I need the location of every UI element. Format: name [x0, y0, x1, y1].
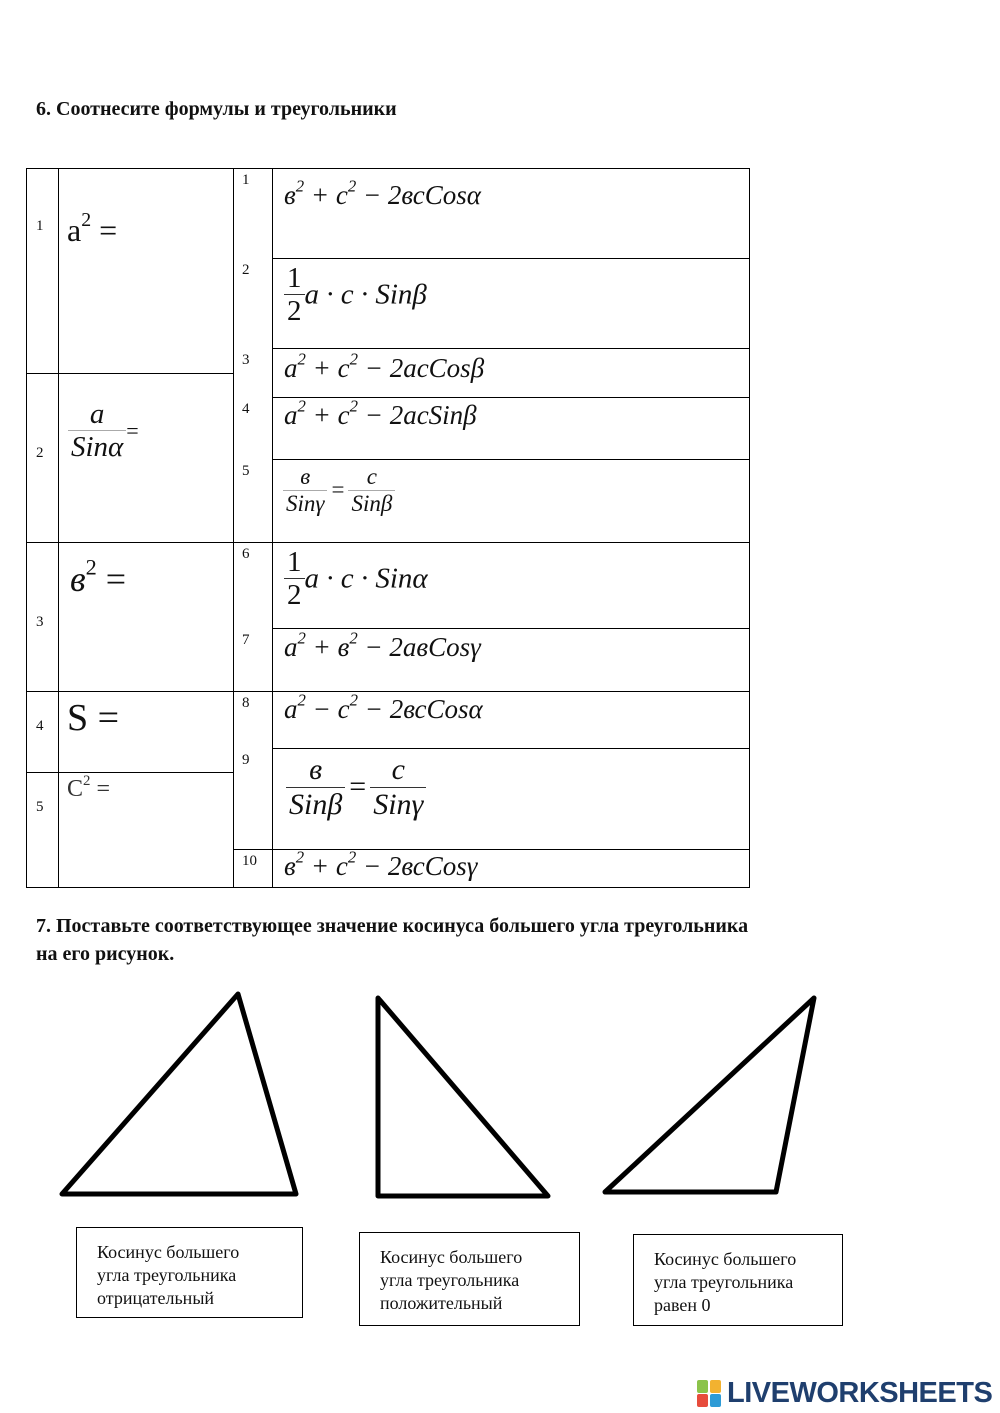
- acute-triangle[interactable]: [378, 998, 548, 1196]
- formula-number: 10: [242, 853, 257, 869]
- lhs-c-squared: $C^2$ =: [67, 772, 110, 802]
- task7-heading: 7. Поставьте соответствующее значение косинуса большего угла треугольника на его рисунок.: [36, 915, 749, 965]
- formula-10[interactable]: $в^2 + c^2$ − 2всCosγ: [284, 847, 478, 881]
- right-triangle[interactable]: [605, 998, 814, 1192]
- row-number: 4: [36, 718, 44, 734]
- formula-number: 9: [242, 752, 250, 768]
- formula-number: 7: [242, 632, 250, 648]
- formula-8[interactable]: $a^2 - c^2$ − 2всCosα: [284, 690, 483, 724]
- lhs-a-over-sin-alpha: $\frac{a}{\text{Sinα}}$ =: [68, 398, 139, 464]
- formula-number: 2: [242, 262, 250, 278]
- logo-tile: [710, 1380, 721, 1393]
- formula-2[interactable]: $\frac{1}{2}$ a · c · Sinβ: [284, 262, 427, 328]
- lhs-area: S =: [67, 697, 120, 739]
- row-number: 3: [36, 614, 44, 630]
- formula-number: 8: [242, 695, 250, 711]
- lhs-a-squared: $a^2$ =: [67, 209, 118, 248]
- formula-number: 6: [242, 546, 250, 562]
- logo-tile: [710, 1394, 721, 1407]
- formula-7[interactable]: $a^2 + в^2$ − 2aвCosγ: [284, 628, 481, 662]
- formula-4[interactable]: $a^2 + c^2$ − 2acSinβ: [284, 396, 477, 430]
- task6-heading: 6. Соотнесите формулы и треугольники: [36, 98, 397, 120]
- obtuse-triangle[interactable]: [62, 994, 296, 1194]
- lhs-b-squared: $в^2$ =: [70, 554, 127, 599]
- answer-box-zero[interactable]: Косинус большего угла треугольника равен 0: [633, 1234, 843, 1326]
- formula-5[interactable]: $\frac{в}{\text{Sinγ}}$ = $\frac{c}{\text{Sinβ}}$: [283, 464, 395, 517]
- formula-9[interactable]: $\frac{в}{\text{Sinβ}}$ = $\frac{c}{\text{Sinγ}}$: [286, 753, 426, 821]
- liveworksheets-logo-text: LIVEWORKSHEETS: [727, 1376, 993, 1409]
- logo-tile: [697, 1394, 708, 1407]
- formula-1[interactable]: $в^2 + c^2$ − 2всCosα: [284, 176, 481, 210]
- row-number: 5: [36, 799, 44, 815]
- liveworksheets-logo-icon: [697, 1378, 723, 1408]
- formula-number: 5: [242, 463, 250, 479]
- answer-box-positive[interactable]: Косинус большего угла треугольника положительный: [359, 1232, 580, 1326]
- row-number: 1: [36, 218, 44, 234]
- liveworksheets-logo[interactable]: [697, 1376, 992, 1410]
- row-number: 2: [36, 445, 44, 461]
- formula-3[interactable]: $a^2 + c^2$ − 2acCosβ: [284, 349, 485, 383]
- logo-tile: [697, 1380, 708, 1393]
- formula-number: 4: [242, 401, 250, 417]
- formula-number: 3: [242, 352, 250, 368]
- formula-6[interactable]: $\frac{1}{2}$ a · c · Sinα: [284, 546, 428, 612]
- answer-box-negative[interactable]: Косинус большего угла треугольника отрицательный: [76, 1227, 303, 1318]
- formula-number: 1: [242, 172, 250, 188]
